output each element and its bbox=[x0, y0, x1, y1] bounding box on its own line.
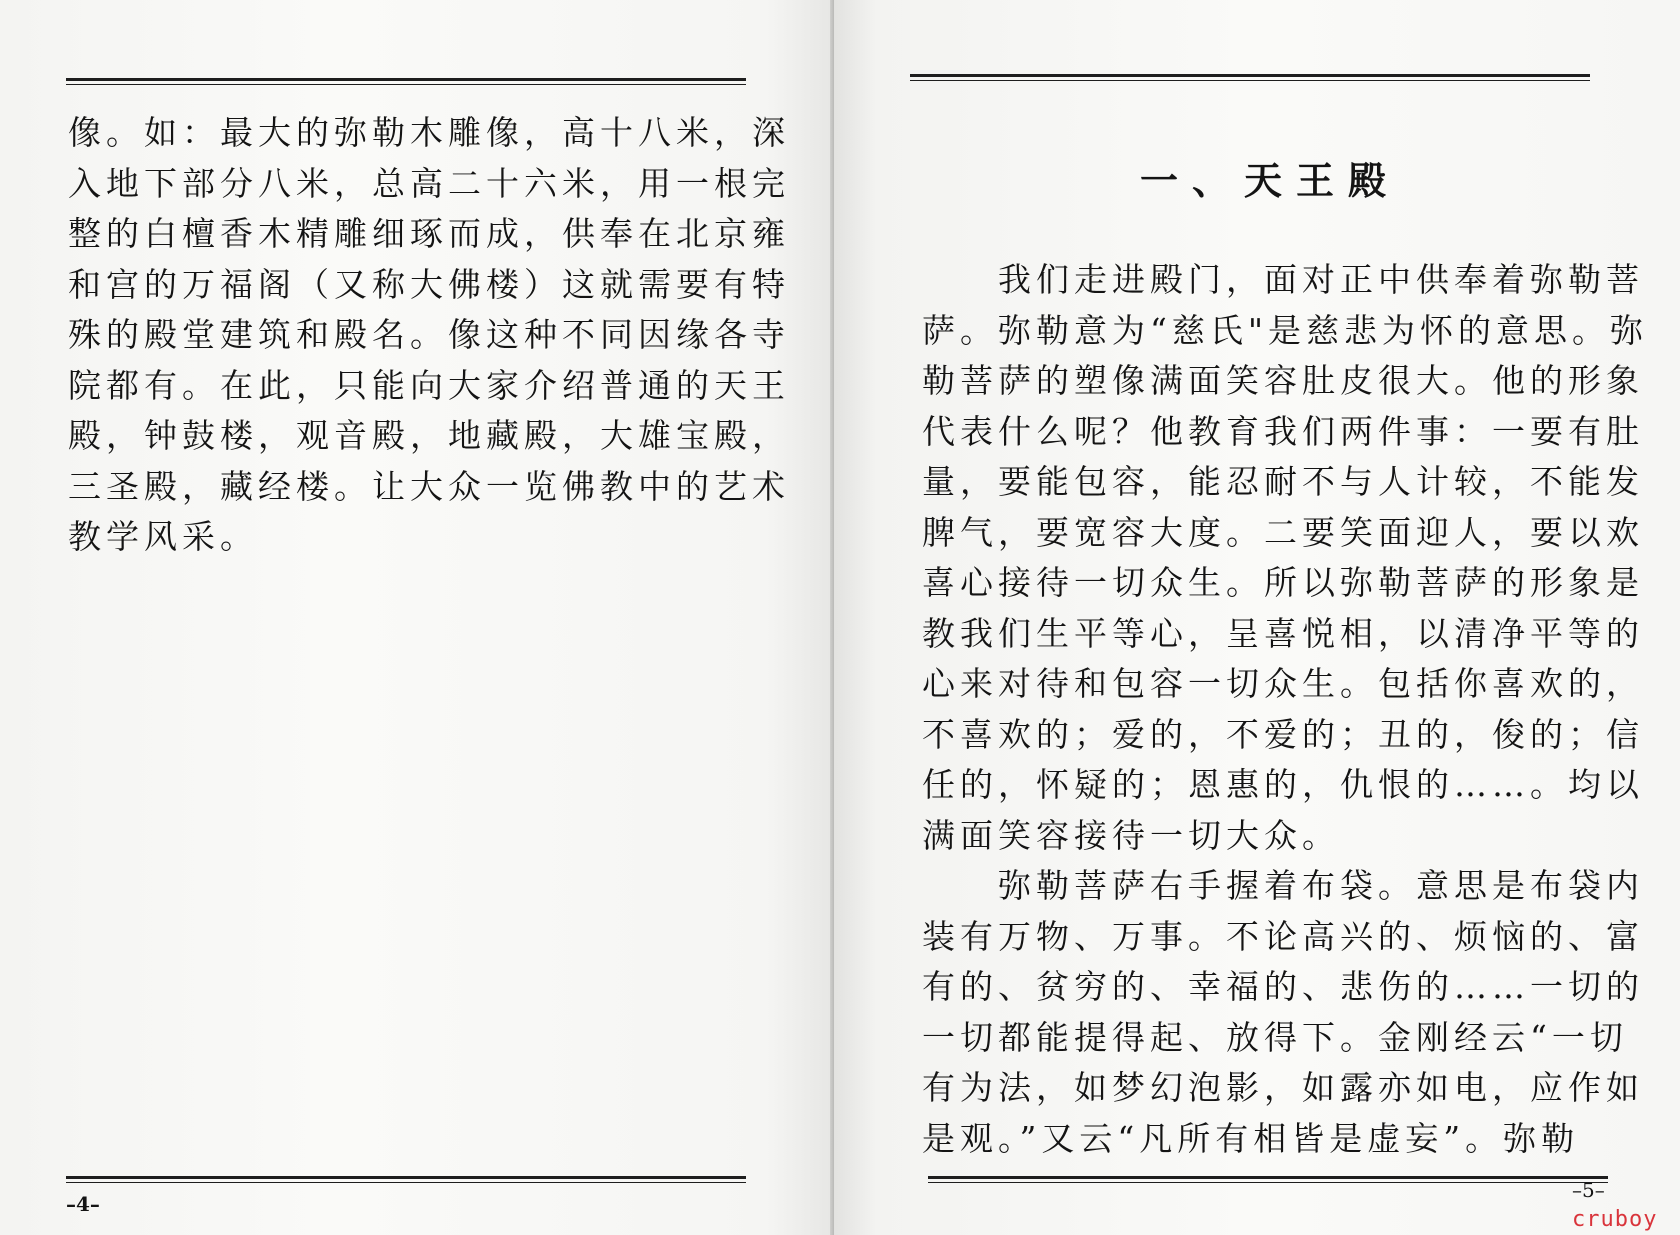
page-number-right: –5– bbox=[1572, 1178, 1605, 1202]
text-line: 殿，钟鼓楼，观音殿，地藏殿，大雄宝殿， bbox=[68, 416, 790, 455]
text-line: 一切都能提得起、放得下。金刚经云“一切 bbox=[922, 1017, 1628, 1057]
watermark: cruboy bbox=[1572, 1207, 1658, 1232]
text-line: 喜心接待一切众生。所以弥勒菩萨的形象是 bbox=[922, 563, 1644, 602]
text-line: 三圣殿，藏经楼。让大众一览佛教中的艺术 bbox=[68, 466, 790, 506]
text-line: 入地下部分八米，总高二十六米，用一根完 bbox=[68, 163, 790, 203]
left-page bbox=[0, 0, 834, 1235]
text-line: 教我们生平等心，呈喜悦相，以清净平等的 bbox=[922, 613, 1644, 653]
chapter-title: 一、天王殿 bbox=[1140, 159, 1401, 203]
text-line: 有的、贫穷的、幸福的、悲伤的……一切的 bbox=[922, 967, 1644, 1006]
text-line: 整的白檀香木精雕细琢而成，供奉在北京雍 bbox=[68, 214, 790, 253]
right-page-body bbox=[922, 255, 1649, 1164]
text-line: 院都有。在此，只能向大家介绍普通的天王 bbox=[68, 365, 790, 405]
text-line: 我们走进殿门，面对正中供奉着弥勒菩 bbox=[922, 260, 1644, 299]
bottom-rule bbox=[66, 1176, 746, 1183]
text-line: 代表什么呢？他教育我们两件事：一要有肚 bbox=[922, 411, 1644, 451]
bottom-rule bbox=[928, 1176, 1608, 1183]
text-line: 有为法，如梦幻泡影，如露亦如电，应作如 bbox=[922, 1068, 1644, 1107]
top-rule bbox=[66, 78, 746, 85]
text-line: 量，要能包容，能忍耐不与人计较，不能发 bbox=[922, 462, 1644, 501]
page-number-left: –4– bbox=[66, 1192, 100, 1216]
text-line: 和宫的万福阁（又称大佛楼）这就需要有特 bbox=[68, 264, 790, 304]
text-line: 不喜欢的；爱的，不爱的；丑的，俊的；信 bbox=[922, 714, 1644, 754]
top-rule bbox=[910, 74, 1590, 81]
text-line: 心来对待和包容一切众生。包括你喜欢的， bbox=[922, 664, 1644, 703]
text-line: 像。如：最大的弥勒木雕像，高十八米，深 bbox=[68, 113, 790, 152]
text-line: 脾气，要宽容大度。二要笑面迎人，要以欢 bbox=[922, 512, 1644, 552]
text-line: 弥勒菩萨右手握着布袋。意思是布袋内 bbox=[922, 866, 1644, 905]
text-line: 满面笑容接待一切大众。 bbox=[922, 815, 1340, 855]
left-page-body bbox=[68, 108, 790, 563]
text-line: 勒菩萨的塑像满面笑容肚皮很大。他的形象 bbox=[922, 361, 1644, 400]
text-line: 萨。弥勒意为“慈氏"是慈悲为怀的意思。弥 bbox=[922, 310, 1649, 350]
text-line: 任的，怀疑的；恩惠的，仇恨的……。均以 bbox=[922, 765, 1644, 804]
text-line: 殊的殿堂建筑和殿名。像这种不同因缘各寺 bbox=[68, 315, 790, 354]
text-line: 是观。”又云“凡所有相皆是虚妄”。弥勒 bbox=[922, 1118, 1580, 1158]
text-line: 教学风采。 bbox=[68, 517, 258, 556]
text-line: 装有万物、万事。不论高兴的、烦恼的、富 bbox=[922, 916, 1644, 956]
